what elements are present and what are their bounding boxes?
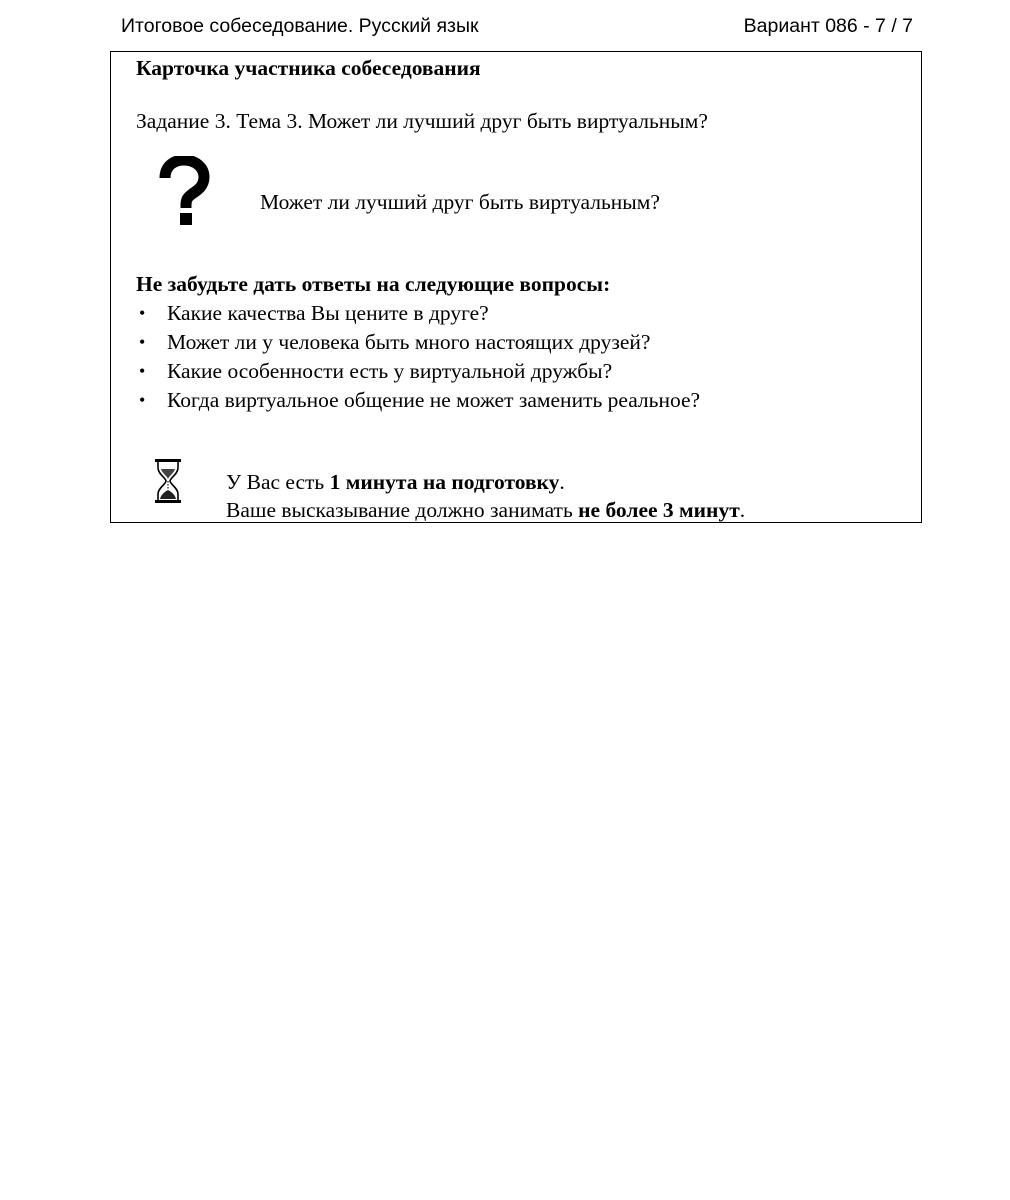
question-text: Может ли лучший друг быть виртуальным? — [260, 190, 660, 214]
task-topic: Задание 3. Тема 3. Может ли лучший друг быть виртуальным? — [136, 109, 708, 133]
prep-time-value: 1 минута на подготовку — [329, 470, 560, 494]
card-title: Карточка участника собеседования — [136, 56, 481, 80]
list-item — [136, 299, 700, 328]
variant-page-number: Вариант 086 - 7 / 7 — [743, 15, 913, 37]
list-item-text: Какие особенности есть у виртуальной дружбы? — [167, 359, 613, 383]
answer-time-value: не более 3 минут — [578, 498, 740, 522]
bullet: • — [139, 361, 146, 381]
list-item-text: Какие качества Вы цените в друге? — [167, 301, 489, 325]
reminder-heading: Не забудьте дать ответы на следующие вопросы: — [136, 272, 611, 296]
prep-time-line: У Вас есть 1 минута на подготовку. — [226, 470, 565, 494]
list-item — [136, 386, 700, 415]
list-item — [136, 357, 700, 386]
hourglass-icon — [153, 457, 183, 505]
exam-title: Итоговое собеседование. Русский язык — [121, 15, 479, 37]
bullet: • — [139, 303, 146, 323]
bullet: • — [139, 332, 146, 352]
participant-card — [110, 51, 922, 523]
time-info — [226, 468, 745, 524]
answer-time-line: Ваше высказывание должно занимать не более 3 минут. — [226, 498, 746, 522]
question-mark-icon — [153, 156, 213, 228]
page-header — [121, 12, 913, 40]
list-item-text: Когда виртуальное общение не может заменить реальное? — [167, 388, 701, 412]
question-list — [136, 299, 700, 415]
list-item-text: Может ли у человека быть много настоящих друзей? — [167, 330, 651, 354]
bullet: • — [139, 390, 146, 410]
list-item — [136, 328, 700, 357]
